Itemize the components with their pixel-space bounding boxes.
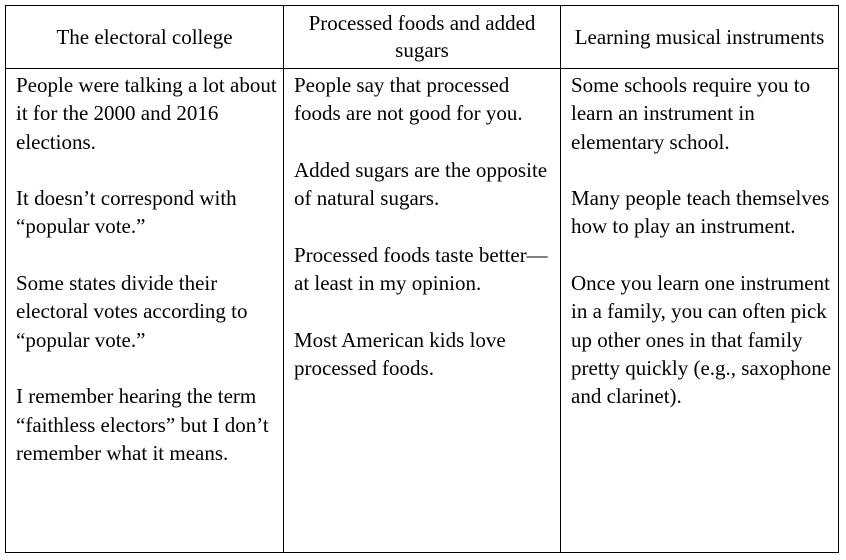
column-header-processed-foods: Processed foods and added sugars (284, 6, 561, 69)
notes-row (6, 69, 839, 553)
header-row (6, 6, 839, 69)
column-header-musical-instruments: Learning musical instruments (561, 6, 839, 69)
note-item: Most American kids love processed foods. (294, 327, 506, 380)
column-musical-instruments (561, 69, 839, 553)
note-item: Some schools require you to learn an instrument in elementary school. (571, 73, 811, 154)
column-electoral-college (6, 69, 284, 553)
note-item: People say that processed foods are not good for you. (294, 73, 523, 126)
note-item: Added sugars are the opposite of natural sugars. (294, 157, 548, 211)
note-item: Processed foods taste better—at least in my opinion. (294, 242, 548, 296)
note-item: I remember hearing the term “faithless electors” but I don’t remember what it means. (16, 384, 269, 465)
column-processed-foods (284, 69, 561, 553)
note-item: People were talking a lot about it for the 2000 and 2016 elections. (16, 73, 277, 154)
note-item: Once you learn one instrument in a family, you can often pick up other ones in that family pretty quickly (e.g., saxophone and clarinet). (571, 271, 832, 409)
notes-table (5, 5, 839, 553)
note-item: It doesn’t correspond with “popular vote.” (16, 186, 237, 239)
column-header-electoral-college: The electoral college (6, 6, 284, 69)
note-item: Some states divide their electoral votes according to “popular vote.” (16, 271, 248, 352)
note-item: Many people teach themselves how to play an instrument. (571, 186, 830, 239)
